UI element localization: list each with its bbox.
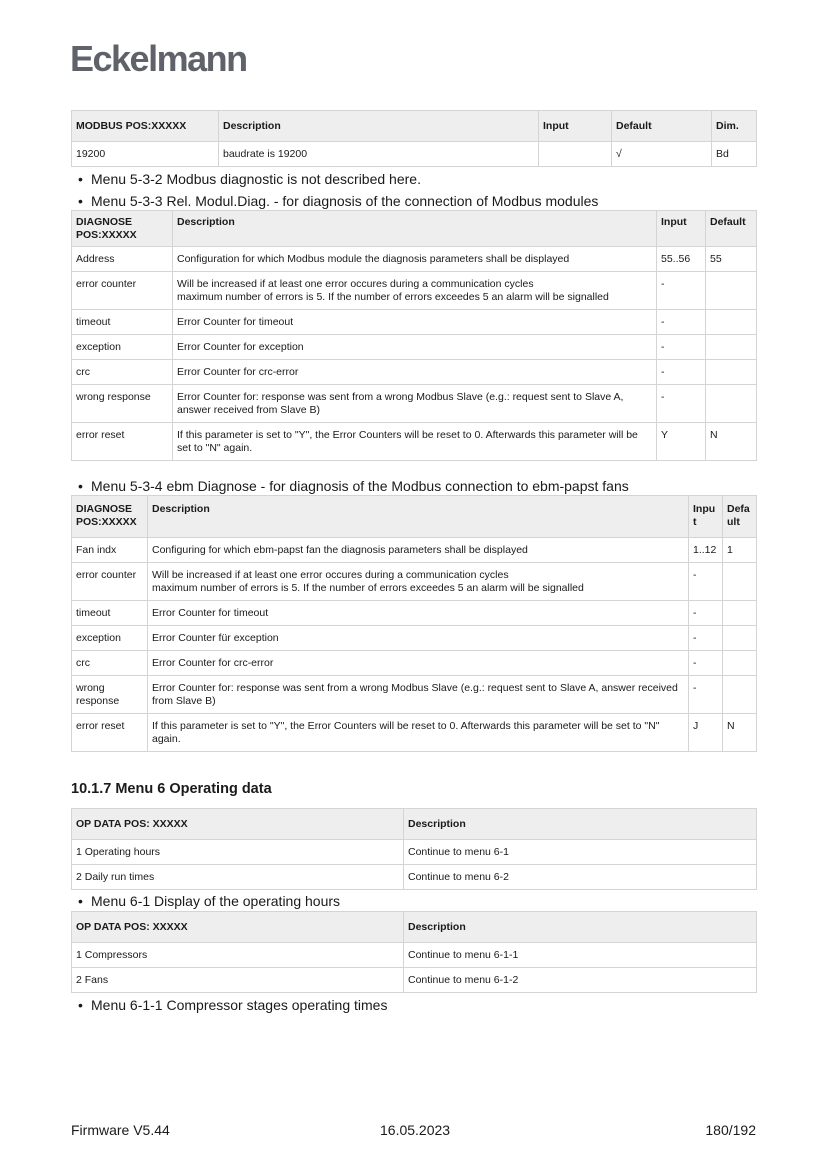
bullet-text: Menu 5-3-2 Modbus diagnostic is not described here. bbox=[91, 171, 421, 187]
table-row bbox=[72, 840, 757, 865]
table-cell bbox=[706, 310, 757, 335]
table-row bbox=[72, 563, 757, 601]
col-header: OP DATA POS: XXXXX bbox=[72, 912, 404, 943]
table-cell: Error Counter for crc-error bbox=[148, 651, 689, 676]
bullet-item: • Menu 6-1 Display of the operating hours bbox=[78, 893, 341, 909]
table-cell: - bbox=[657, 272, 706, 310]
table-cell: - bbox=[657, 335, 706, 360]
table-row bbox=[72, 360, 757, 385]
table-cell: Error Counter for timeout bbox=[148, 601, 689, 626]
bullet-item: • Menu 5-3-2 Modbus diagnostic is not described here. bbox=[78, 171, 421, 187]
table-header-row bbox=[72, 111, 757, 142]
table-cell: If this parameter is set to "Y", the Error Counters will be reset to 0. Afterwards this parameter will be set to "N" again. bbox=[173, 423, 657, 461]
table-row bbox=[72, 968, 757, 993]
table-cell: 2 Daily run times bbox=[72, 865, 404, 890]
table-cell: - bbox=[657, 385, 706, 423]
table-row bbox=[72, 272, 757, 310]
table-cell bbox=[723, 651, 757, 676]
table-row bbox=[72, 247, 757, 272]
table-cell: Error Counter for exception bbox=[173, 335, 657, 360]
table-cell: Configuring for which ebm-papst fan the diagnosis parameters shall be displayed bbox=[148, 538, 689, 563]
table-cell: Continue to menu 6-1-2 bbox=[404, 968, 757, 993]
table-cell: 55 bbox=[706, 247, 757, 272]
col-header: Default bbox=[706, 211, 757, 247]
table-cell: - bbox=[689, 563, 723, 601]
table-cell: error counter bbox=[72, 272, 173, 310]
table-cell: N bbox=[723, 714, 757, 752]
table-row bbox=[72, 538, 757, 563]
table-cell bbox=[723, 563, 757, 601]
table-row bbox=[72, 385, 757, 423]
table-cell: wrong response bbox=[72, 385, 173, 423]
footer-page-number: 180/192 bbox=[705, 1122, 756, 1138]
ebm-diagnose-table bbox=[71, 495, 756, 752]
table-header-row bbox=[72, 912, 757, 943]
table-cell: - bbox=[689, 651, 723, 676]
table-cell: crc bbox=[72, 651, 148, 676]
table-cell: Fan indx bbox=[72, 538, 148, 563]
table-cell: - bbox=[689, 676, 723, 714]
table-cell: Address bbox=[72, 247, 173, 272]
col-header: Description bbox=[148, 496, 689, 538]
table-cell: Bd bbox=[712, 142, 757, 167]
col-header: Dim. bbox=[712, 111, 757, 142]
bullet-item: • Menu 5-3-3 Rel. Modul.Diag. - for diagnosis of the connection of Modbus modules bbox=[78, 193, 599, 209]
section-heading: 10.1.7 Menu 6 Operating data bbox=[71, 781, 272, 797]
cell-line: maximum number of errors is 5. If the number of errors exceedes 5 an alarm will be signalled bbox=[177, 291, 609, 303]
table-cell: Continue to menu 6-1-1 bbox=[404, 943, 757, 968]
col-header: Description bbox=[219, 111, 539, 142]
table-cell: - bbox=[657, 360, 706, 385]
table-cell: error reset bbox=[72, 423, 173, 461]
table-row bbox=[72, 943, 757, 968]
table-cell: √ bbox=[612, 142, 712, 167]
table-header-row bbox=[72, 496, 757, 538]
eckelmann-logo: Eckelmann bbox=[70, 38, 247, 79]
table-cell bbox=[706, 385, 757, 423]
table-row bbox=[72, 423, 757, 461]
table-cell: crc bbox=[72, 360, 173, 385]
table-cell bbox=[706, 360, 757, 385]
col-header: Description bbox=[404, 912, 757, 943]
footer-firmware: Firmware V5.44 bbox=[71, 1122, 170, 1138]
col-header: MODBUS POS:XXXXX bbox=[72, 111, 219, 142]
table-cell bbox=[148, 563, 689, 601]
table-cell bbox=[706, 335, 757, 360]
bullet-text: Menu 6-1 Display of the operating hours bbox=[91, 893, 341, 909]
table-cell: - bbox=[689, 626, 723, 651]
col-header: DIAGNOSE POS:XXXXX bbox=[72, 496, 148, 538]
col-header: DIAGNOSE POS:XXXXX bbox=[72, 211, 173, 247]
table-cell bbox=[539, 142, 612, 167]
table-cell: 1 Compressors bbox=[72, 943, 404, 968]
cell-line: Will be increased if at least one error occures during a communication cycles bbox=[177, 278, 534, 290]
table-cell: - bbox=[689, 601, 723, 626]
operating-hours-table bbox=[71, 911, 756, 993]
table-row bbox=[72, 601, 757, 626]
table-cell: exception bbox=[72, 626, 148, 651]
col-header: Input bbox=[657, 211, 706, 247]
table-cell: wrong response bbox=[72, 676, 148, 714]
col-header: Default bbox=[612, 111, 712, 142]
table-row bbox=[72, 310, 757, 335]
table-cell bbox=[723, 676, 757, 714]
table-cell: N bbox=[706, 423, 757, 461]
table-cell: 19200 bbox=[72, 142, 219, 167]
table-cell: Y bbox=[657, 423, 706, 461]
bullet-text: Menu 6-1-1 Compressor stages operating times bbox=[91, 997, 388, 1013]
col-header: Default bbox=[723, 496, 757, 538]
table-cell bbox=[173, 272, 657, 310]
table-cell: Error Counter for crc-error bbox=[173, 360, 657, 385]
op-data-table bbox=[71, 808, 756, 890]
table-cell: Error Counter für exception bbox=[148, 626, 689, 651]
bullet-item: • Menu 5-3-4 ebm Diagnose - for diagnosis of the Modbus connection to ebm-papst fans bbox=[78, 478, 629, 494]
bullet-item: • Menu 6-1-1 Compressor stages operating times bbox=[78, 997, 388, 1013]
table-cell: timeout bbox=[72, 601, 148, 626]
modbus-pos-table bbox=[71, 110, 756, 167]
table-row bbox=[72, 865, 757, 890]
table-cell: If this parameter is set to "Y", the Error Counters will be reset to 0. Afterwards this parameter will be set to "N" again. bbox=[148, 714, 689, 752]
table-cell: 1 bbox=[723, 538, 757, 563]
table-cell: Error Counter for: response was sent from a wrong Modbus Slave (e.g.: request sent to Slave A, answer received from Slave B) bbox=[148, 676, 689, 714]
table-cell: J bbox=[689, 714, 723, 752]
table-cell: Configuration for which Modbus module the diagnosis parameters shall be displayed bbox=[173, 247, 657, 272]
table-cell: Continue to menu 6-1 bbox=[404, 840, 757, 865]
table-cell: - bbox=[657, 310, 706, 335]
table-row bbox=[72, 714, 757, 752]
col-header: Description bbox=[404, 809, 757, 840]
table-header-row bbox=[72, 809, 757, 840]
table-row bbox=[72, 626, 757, 651]
table-header-row bbox=[72, 211, 757, 247]
table-row bbox=[72, 335, 757, 360]
col-header: Description bbox=[173, 211, 657, 247]
table-cell bbox=[723, 601, 757, 626]
col-header: OP DATA POS: XXXXX bbox=[72, 809, 404, 840]
table-row bbox=[72, 142, 757, 167]
cell-line: Will be increased if at least one error occures during a communication cycles bbox=[152, 569, 509, 581]
table-row bbox=[72, 676, 757, 714]
table-cell: 1 Operating hours bbox=[72, 840, 404, 865]
footer-date: 16.05.2023 bbox=[380, 1122, 451, 1138]
table-cell: Error Counter for timeout bbox=[173, 310, 657, 335]
col-header: Input bbox=[539, 111, 612, 142]
table-cell: 1..12 bbox=[689, 538, 723, 563]
bullet-text: Menu 5-3-4 ebm Diagnose - for diagnosis of the Modbus connection to ebm-papst fans bbox=[91, 478, 629, 494]
table-cell bbox=[723, 626, 757, 651]
cell-line: maximum number of errors is 5. If the number of errors exceedes 5 an alarm will be signalled bbox=[152, 582, 584, 594]
table-cell bbox=[706, 272, 757, 310]
col-header: Input bbox=[689, 496, 723, 538]
table-cell: 2 Fans bbox=[72, 968, 404, 993]
table-row bbox=[72, 651, 757, 676]
bullet-text: Menu 5-3-3 Rel. Modul.Diag. - for diagnosis of the connection of Modbus modules bbox=[91, 193, 599, 209]
table-cell: error counter bbox=[72, 563, 148, 601]
table-cell: timeout bbox=[72, 310, 173, 335]
table-cell: Error Counter for: response was sent from a wrong Modbus Slave (e.g.: request sent to Slave A, answer received from Slave B) bbox=[173, 385, 657, 423]
table-cell: Continue to menu 6-2 bbox=[404, 865, 757, 890]
table-cell: 55..56 bbox=[657, 247, 706, 272]
table-cell: exception bbox=[72, 335, 173, 360]
modbus-diagnose-table bbox=[71, 210, 756, 461]
table-cell: baudrate is 19200 bbox=[219, 142, 539, 167]
table-cell: error reset bbox=[72, 714, 148, 752]
